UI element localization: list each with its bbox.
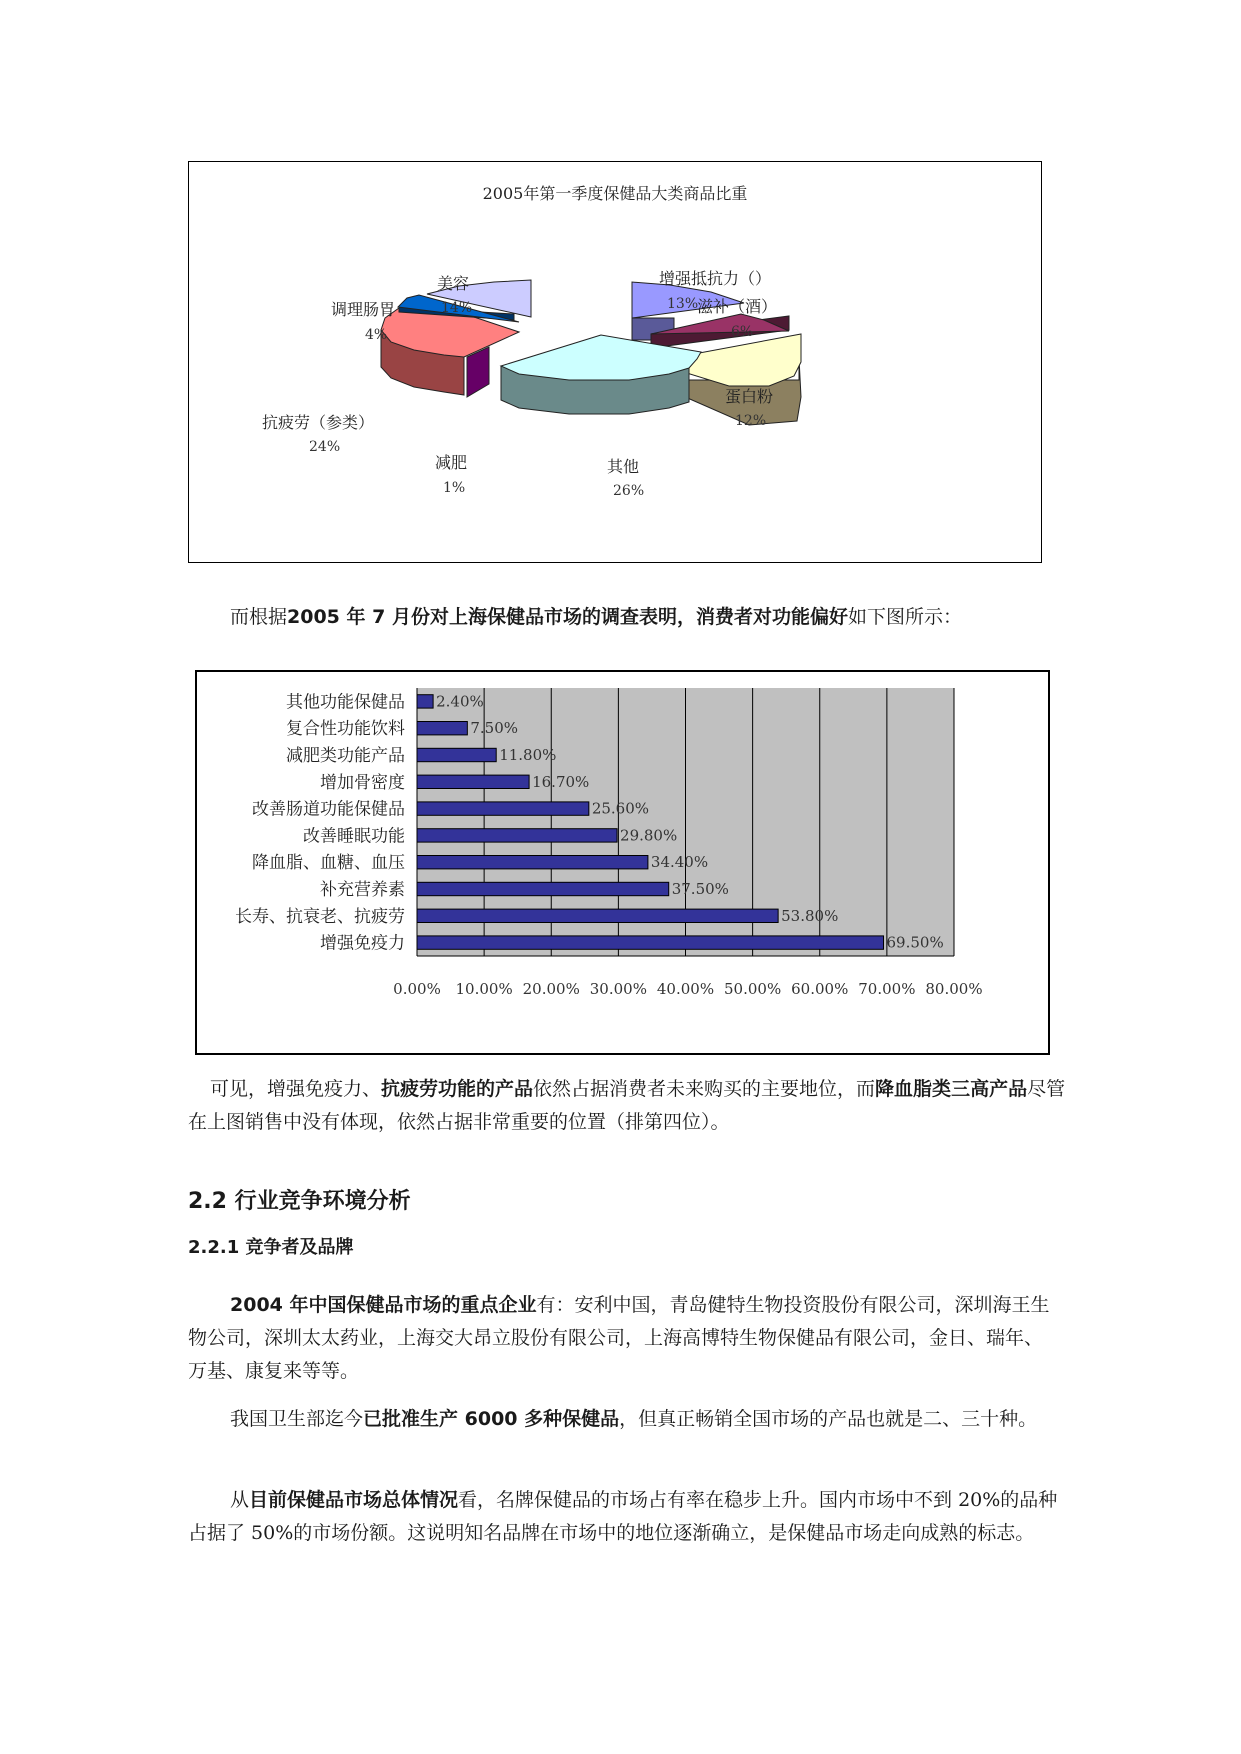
bar-x-tick-label: 10.00% [455, 980, 513, 998]
pie-chart [189, 162, 1041, 562]
para5-text-a: 从 [230, 1489, 250, 1511]
pie-label-beauty: 美容 [437, 274, 470, 293]
paragraph-conclusion [188, 1073, 1068, 1139]
pie-pct-tonic: 6% [731, 324, 754, 340]
section-heading-2-2: 2.2 行业竞争环境分析 [188, 1189, 411, 1214]
bar [417, 936, 884, 949]
para5-text-c: 看，名牌保健品的市场占有率在稳步上升。国内市场中不到 20%的品种占据了 50%的市场份额。这说明知名品牌在市场中的地位逐渐确立，是保健品市场走向成熟的标志。 [188, 1489, 1058, 1544]
pie-pct-beauty: 14% [441, 300, 473, 316]
bar-value-label: 11.80% [499, 746, 557, 764]
bar [417, 909, 778, 922]
bar-x-tick-label: 50.00% [724, 980, 782, 998]
bar [417, 695, 433, 708]
para2-text-a: 可见，增强免疫力、 [210, 1078, 382, 1100]
bar-category-label: 长寿、抗衰老、抗疲劳 [235, 906, 405, 927]
para2-text-f: 尽管在上图销售中没有体现，依然占据非常重要的位置（排第四位）。 [188, 1078, 1066, 1133]
paragraph-market-overview [188, 1484, 1058, 1550]
pie-label-tonic: 滋补（酒） [697, 297, 778, 316]
pie-chart-frame [188, 161, 1042, 563]
bar-category-label: 其他功能保健品 [286, 692, 405, 713]
para1-text-a: 而根据 [230, 606, 288, 628]
bar-x-tick-label: 80.00% [925, 980, 983, 998]
bar-x-tick-label: 40.00% [656, 980, 715, 998]
bar-chart-frame [195, 670, 1050, 1055]
pie-label-fatigue: 抗疲劳（参类） [262, 413, 375, 432]
para5-text-b: 目前保健品市场总体情况 [249, 1489, 459, 1511]
bar-x-tick-label: 70.00% [858, 980, 916, 998]
bar-category-label: 增加骨密度 [320, 772, 405, 793]
bar-value-label: 16.70% [532, 772, 590, 791]
bar-category-label: 复合性功能饮料 [286, 719, 405, 740]
bar [417, 802, 589, 815]
bar-category-label: 改善睡眠功能 [303, 826, 405, 847]
pie-label-immunity: 增强抵抗力（） [659, 269, 772, 288]
pie-label-protein: 蛋白粉 [725, 387, 774, 406]
bar-value-label: 25.60% [591, 799, 650, 818]
bar-x-tick-label: 60.00% [791, 980, 849, 998]
bar [417, 748, 496, 761]
bar-value-label: 34.40% [650, 853, 709, 872]
bar [417, 829, 617, 842]
pie-pct-immunity: 13% [667, 296, 699, 312]
bar-x-tick-label: 0.00% [393, 980, 441, 998]
pie-pct-protein: 12% [735, 413, 767, 429]
para3-text-b: 有：安利中国，青岛健特生物投资股份有限公司，深圳海王生物公司，深圳太太药业，上海交大昂立股份有限公司，上海高博特生物保健品有限公司，金日、瑞年、万基、康复来等等。 [188, 1294, 1050, 1382]
bar-category-label: 改善肠道功能保健品 [252, 799, 405, 820]
bar-x-tick-label: 30.00% [589, 980, 647, 998]
para1-text-b: 2005 年 7 月份对上海保健品市场的调查表明，消费者对功能偏好 [287, 606, 848, 628]
bar-value-label: 2.40% [436, 692, 484, 711]
para1-text-c: 如下图所示： [847, 606, 962, 628]
pie-label-stomach: 调理肠胃 [331, 300, 396, 319]
bar [417, 882, 669, 895]
pie-chart-title: 2005年第一季度保健品大类商品比重 [482, 184, 748, 203]
pie-pct-other: 26% [613, 483, 645, 499]
bar-value-label: 29.80% [620, 826, 678, 845]
bar-x-tick-label: 20.00% [522, 980, 580, 998]
pie-pct-fatigue: 24% [309, 439, 341, 455]
pie-label-diet: 减肥 [435, 453, 468, 472]
section-heading-2-2-1: 2.2.1 竞争者及品牌 [188, 1237, 354, 1258]
para4-text-c: ，但真正畅销全国市场的产品也就是二、三十种。 [619, 1408, 1038, 1430]
para4-text-a: 我国卫生部迄今 [230, 1408, 364, 1430]
bar-category-label: 补充营养素 [320, 880, 405, 900]
bar-value-label: 69.50% [886, 933, 944, 952]
bar-category-label: 减肥类功能产品 [286, 746, 405, 766]
bar-value-label: 53.80% [781, 906, 839, 925]
bar-chart [197, 672, 1048, 1053]
para4-text-b: 已批准生产 6000 多种保健品 [363, 1408, 620, 1430]
bar-category-label: 增强免疫力 [320, 933, 405, 954]
bar-value-label: 37.50% [671, 880, 729, 898]
pie-pct-stomach: 4% [365, 327, 388, 343]
paragraph-key-companies [188, 1289, 1058, 1388]
para2-text-b: 抗疲劳功能的产品 [381, 1078, 534, 1100]
pie-label-other: 其他 [607, 457, 640, 476]
para2-text-e: 三高产品 [951, 1078, 1028, 1100]
paragraph-approved-products [188, 1403, 1058, 1436]
bar-value-label: 7.50% [470, 719, 518, 738]
para2-text-c: 依然占据消费者未来购买的主要地位，而 [533, 1078, 876, 1100]
bar-category-label: 降血脂、血糖、血压 [252, 853, 405, 874]
para2-text-d: 降血脂类 [875, 1078, 952, 1100]
para3-text-a: 2004 年中国保健品市场的重点企业 [230, 1294, 537, 1316]
bar [417, 856, 648, 869]
paragraph-survey-intro [188, 601, 1058, 634]
pie-pct-diet: 1% [443, 480, 466, 496]
bar [417, 775, 529, 788]
bar [417, 722, 467, 735]
